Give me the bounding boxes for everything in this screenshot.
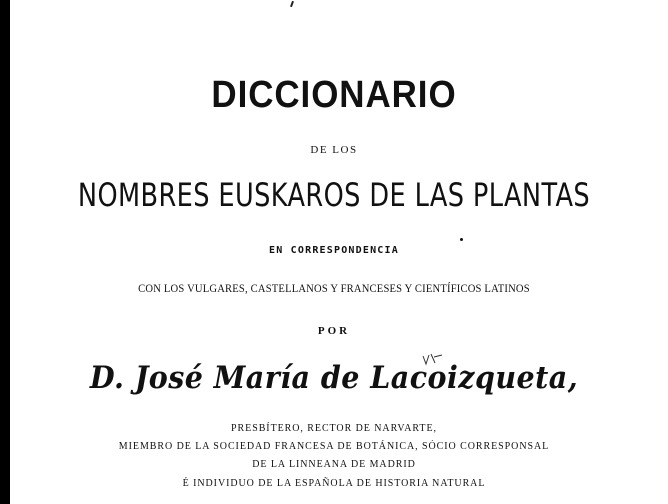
- title-connector: DE LOS: [310, 144, 358, 156]
- correspondence-line: EN CORRESPONDENCIA: [269, 245, 399, 256]
- ink-dot: [460, 238, 463, 241]
- author-name: D. José María de Lacoizqueta,: [89, 360, 579, 396]
- book-subtitle: NOMBRES EUSKAROS DE LAS PLANTAS: [77, 176, 591, 214]
- author-position-1: PRESBÍTERO, RECTOR DE NARVARTE,: [231, 423, 437, 434]
- author-position-4: É INDIVIDUO DE LA ESPAÑOLA DE HISTORIA NATURAL: [182, 478, 486, 489]
- book-title: DICCIONARIO: [211, 74, 457, 116]
- names-line: CON LOS VULGARES, CASTELLANOS Y FRANCESES Y CIENTÍFICOS LATINOS: [138, 283, 530, 295]
- author-position-3: DE LA LINNEANA DE MADRID: [252, 459, 416, 470]
- author-position-2: MIEMBRO DE LA SOCIEDAD FRANCESA DE BOTÁNICA, SÓCIO CORRESPONSAL: [118, 441, 550, 452]
- scan-mark: [290, 1, 294, 7]
- by-line: POR: [317, 325, 351, 337]
